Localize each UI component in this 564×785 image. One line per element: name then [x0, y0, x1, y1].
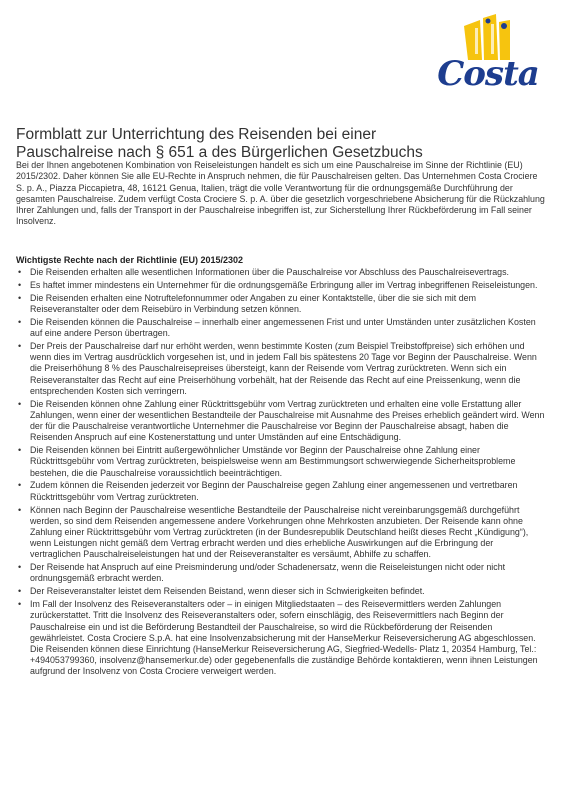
bullet-icon: • — [18, 279, 22, 290]
list-item-text: Der Reiseveranstalter leistet dem Reisenden Beistand, wenn dieser sich in Schwierigkeiten befindet. — [30, 586, 425, 597]
list-item-text: Zudem können die Reisenden jederzeit vor Beginn der Pauschalreise gegen Zahlung einer angemessenen und vertretbaren Rücktrittsgebühr vom Vertrag zurücktreten. — [30, 480, 518, 502]
list-item — [16, 586, 546, 597]
list-item-text: Der Reisende hat Anspruch auf eine Preisminderung und/oder Schadenersatz, wenn die Reiseleistungen nicht oder nicht ordnungsgemäß erbracht werden. — [30, 562, 506, 584]
list-item — [16, 562, 546, 584]
list-item-text: Die Reisenden erhalten eine Notruftelefonnummer oder Angaben zu einer Kontaktstelle, über die sie sich mit dem Reiseveranstalter oder dem Reisebüro in Verbindung setzen können. — [30, 292, 476, 314]
list-item-text: Der Preis der Pauschalreise darf nur erhöht werden, wenn bestimmte Kosten (zum Beispiel Treibstoffpreise) sich erhöhen und wenn dies im Vertrag ausdrücklich vorgesehen ist, und in jedem Fall bis spätestens 20 Tage vor Beginn der Pauschalreise. Wenn die Preiserhöhung 8 % des Pauschalreisepreises übersteigt, kann der Reisende vom Vertrag zurücktreten. Wenn sich ein Reiseveranstalter das Recht auf eine Preiserhöhung vorbehält, hat der Reisende das Recht auf eine Preissenkung, wenn die entsprechenden Kosten sich verringern. — [30, 340, 537, 396]
bullet-icon: • — [18, 292, 22, 303]
bullet-icon: • — [18, 267, 22, 277]
list-item — [16, 267, 546, 278]
section-heading: Wichtigste Rechte nach der Richtlinie (EU) 2015/2302 — [16, 255, 243, 265]
title-line-2: Pauschalreise nach § 651 a des Bürgerlichen Gesetzbuchs — [16, 144, 423, 161]
list-item — [16, 505, 546, 561]
list-item — [16, 445, 546, 479]
list-item-text: Die Reisenden können ohne Zahlung einer Rücktrittsgebühr vom Vertrag zurücktreten und erhalten eine volle Erstattung aller Zahlungen, wenn einer der wesentlichen Bestandteile der Pauschalreise mit Ausnahme des Preises erheblich geändert wird. Wenn der für die Pauschalreise verantwortliche Unternehmer die Pauschalreise vor Beginn der Pauschalreise absagt, haben die Reisenden Anspruch auf eine Kostenerstattung und unter Umständen auf eine Entschädigung. — [30, 398, 545, 443]
bullet-icon: • — [18, 445, 22, 456]
costa-logo — [428, 12, 548, 92]
bullet-icon: • — [18, 480, 22, 491]
bullet-icon: • — [18, 316, 22, 327]
list-item — [16, 280, 546, 291]
bullet-icon: • — [18, 340, 22, 351]
list-item — [16, 341, 546, 397]
list-item — [16, 317, 546, 339]
bullet-icon: • — [18, 504, 22, 515]
list-item-text: Die Reisenden können die Pauschalreise – innerhalb einer angemessenen Frist und unter Umständen unter zusätzlichen Kosten auf eine andere Person übertragen. — [30, 316, 536, 339]
list-item-text: Im Fall der Insolvenz des Reiseveranstalters oder – in einigen Mitgliedstaaten – des Reisevermittlers werden Zahlungen zurückerstattet. Tritt die Insolvenz des Reiseveranstalters oder, sofern einschlägig, des Reisevermittlers nach Beginn der Pauschalreise ein und ist die Beförderung Bestandteil der Pauschalreise, so wird die Rückbeförderung der Reisenden gewährleistet. Costa Crociere S.p.A. hat eine Insolvenzabsicherung mit der HanseMerkur Reiseversicherung AG abgeschlossen. Die Reisenden können diese Einrichtung (HanseMerkur Reiseversicherung AG, Siegfried-Wedells- Platz 1, 20354 Hamburg, Tel.: +494053799360, insolvenz@hansemerkur.de) oder gegebenenfalls die zuständige Behörde kontaktieren, wenn ihnen Leistungen aufgrund der Insolvenz von Costa Crociere verweigert werden. — [30, 599, 538, 677]
bullet-icon: • — [18, 398, 22, 409]
bullet-icon: • — [18, 562, 22, 573]
bullet-icon: • — [18, 586, 22, 597]
list-item — [16, 599, 546, 677]
title-line-1: Formblatt zur Unterrichtung des Reisenden bei einer — [16, 126, 377, 143]
list-item-text: Die Reisenden können bei Eintritt außergewöhnlicher Umstände vor Beginn der Pauschalreise ohne Zahlung einer Rücktrittsgebühr vom Vertrag zurücktreten, beispielsweise wenn am Bestimmungsort schwerwiegende Sicherheitsprobleme bestehen, die die Pauschalreise voraussichtlich beeinträchtigen. — [30, 445, 516, 478]
list-item — [16, 293, 546, 315]
list-item — [16, 480, 546, 502]
page-title — [16, 126, 516, 162]
brand-wordmark: Costa — [437, 54, 539, 94]
rights-list — [16, 267, 546, 679]
list-item — [16, 399, 546, 444]
intro-paragraph: Bei der Ihnen angebotenen Kombination von Reiseleistungen handelt es sich um eine Pauschalreise im Sinne der Richtlinie (EU) 2015/2302. Daher können Sie alle EU-Rechte in Anspruch nehmen, die für Pauschalreisen gelten. Das Unternehmen Costa Crociere S. p. A., Piazza Piccapietra, 48, 16121 Genua, Italien, trägt die volle Verantwortung für die ordnungsgemäße Durchführung der gesamten Pauschalreise. Zudem verfügt Costa Crociere S. p. A. über die gesetzlich vorgeschriebene Absicherung für die Rückzahlung Ihrer Zahlungen und, falls der Transport in der Pauschalreise inbegriffen ist, zur Sicherstellung Ihrer Rückbeförderung im Fall seiner Insolvenz. — [16, 160, 545, 227]
list-item-text: Es haftet immer mindestens ein Unternehmer für die ordnungsgemäße Erbringung aller im Vertrag inbegriffenen Reiseleistungen. — [30, 279, 538, 290]
bullet-icon: • — [18, 599, 22, 610]
list-item-text: Die Reisenden erhalten alle wesentlichen Informationen über die Pauschalreise vor Abschluss des Pauschalreisevertrags. — [30, 267, 510, 277]
list-item-text: Können nach Beginn der Pauschalreise wesentliche Bestandteile der Pauschalreise nicht vereinbarungsgemäß durchgeführt werden, so sind dem Reisenden angemessene andere Vorkehrungen ohne Mehrkosten anzubieten. Der Reisende kann ohne Zahlung einer Rücktrittsgebühr vom Vertrag zurücktreten (in der Bundesrepublik Deutschland heißt dieses Recht „Kündigung“), wenn Leistungen nicht gemäß dem Vertrag erbracht werden und dies erhebliche Auswirkungen auf die Erbringung der vertraglichen Pauschalreiseleistungen hat und der Reiseveranstalter es versäumt, Abhilfe zu schaffen. — [30, 504, 529, 560]
